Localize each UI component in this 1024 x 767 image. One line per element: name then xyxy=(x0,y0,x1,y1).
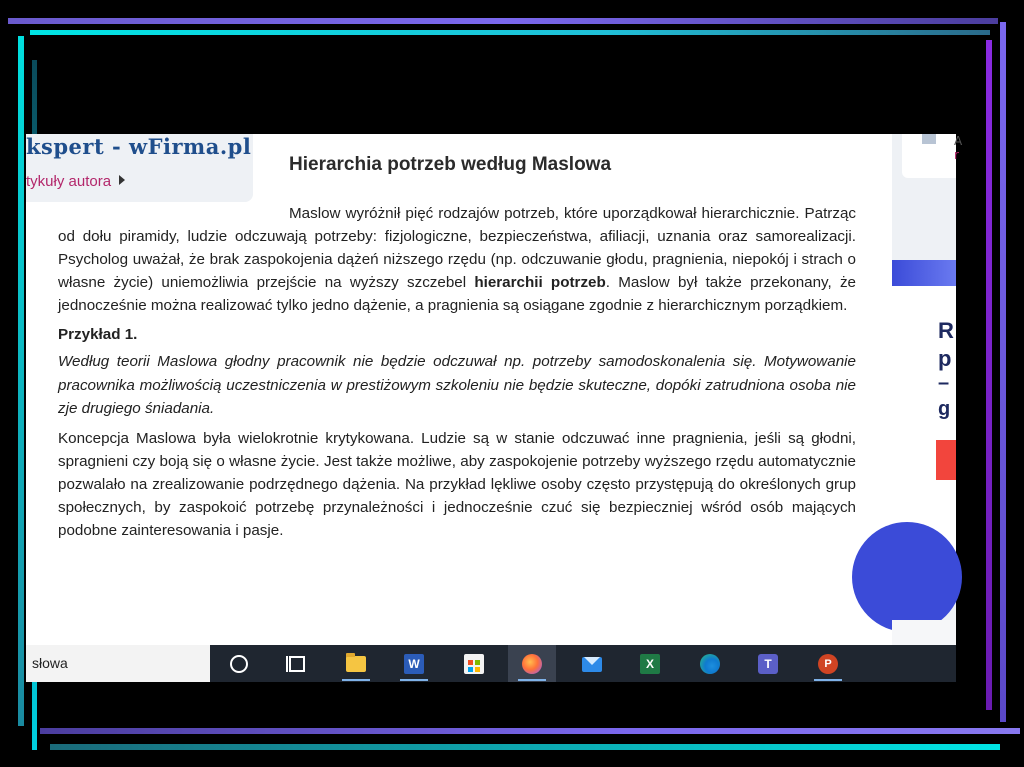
paragraph-criticism: Koncepcja Maslowa była wielokrotnie krytykowana. Ludzie są w stanie odczuwać inne pragnienia, jeśli są głodni, spragnieni czy boją się o własne życie. Jest także możliwe, aby zaspokojenie potrzeby wyższego rzędu automatycznie pozwalało na zrealizowanie podrzędnego dążenia. Na przykład lękliwe osoby często przystępują do określonych grup społecznych, by zaspokoić potrzebę przynależności i jednocześnie czuć się bezpieczniej wśród osób mających podobne zainteresowania i pasje. xyxy=(58,429,856,540)
word-icon: W xyxy=(404,654,424,674)
frame-stripe-right-outer xyxy=(1000,22,1006,722)
file-explorer-icon xyxy=(346,656,366,672)
powerpoint-button[interactable] xyxy=(804,645,852,682)
file-explorer-button[interactable] xyxy=(332,645,380,682)
excel-icon: X xyxy=(640,654,660,674)
ad-text-line-1: R xyxy=(938,318,954,343)
ad-text-line-4: g xyxy=(938,398,951,420)
paragraph-intro-text: Maslow wyróżnił pięć rodzajów potrzeb, które uporządkował hierarchicznie. Patrząc od dołu piramidy, ludzie odczuwają potrzeby: fizjologiczne, bezpieczeństwa, afiliacji, uznania oraz samorealizacji. Psycholog uważał, że brak zaspokojenia dążeń niższego rzędu (np. odczuwanie głodu, pragnienia, niepokój i strach o własne życie) uniemożliwia przejście na wyższy szczebel xyxy=(58,205,856,292)
ad-cta-button[interactable] xyxy=(936,440,956,480)
firefox-icon xyxy=(522,654,542,674)
task-view-icon xyxy=(289,656,305,672)
frame-stripe-top-outer xyxy=(8,18,998,24)
example-text: Według teorii Maslowa głodny pracownik nie będzie odczuwał np. potrzeby samodoskonalenia się. Motywowanie pracownika możliwością uczestniczenia w prestiżowym szkoleniu nie będzie skuteczne, dopóki zatrudniona osoba nie zje drugiego śniadania. xyxy=(58,353,856,417)
mail-button[interactable] xyxy=(568,645,616,682)
word-button[interactable] xyxy=(390,645,438,682)
cortana-button[interactable] xyxy=(214,645,262,682)
paragraph-intro xyxy=(58,202,856,317)
ad-text-line-3: – xyxy=(938,372,950,394)
sidebar-card-title: A xyxy=(954,134,963,148)
frame-stripe-bottom-outer xyxy=(50,744,1000,750)
mail-icon xyxy=(582,657,602,672)
ad-text-line-2: p xyxy=(938,346,952,371)
author-name[interactable]: kspert - wFirma.pl xyxy=(26,134,252,159)
author-articles-label: tykuły autora xyxy=(26,173,112,190)
ad-decoration xyxy=(852,522,962,632)
frame-stripe-top-inner xyxy=(30,30,990,35)
store-icon xyxy=(464,654,484,674)
cortana-icon xyxy=(230,655,248,673)
example-heading: Przykład 1. xyxy=(58,326,138,344)
teams-button[interactable] xyxy=(744,645,792,682)
sidebar-card[interactable] xyxy=(902,134,963,178)
store-button[interactable] xyxy=(450,645,498,682)
right-sidebar xyxy=(892,134,963,682)
sidebar-card-link[interactable]: r xyxy=(954,148,959,162)
taskbar-search-box[interactable]: słowa xyxy=(26,645,210,682)
firefox-button[interactable] xyxy=(508,645,556,682)
frame-stripe-left-outer xyxy=(18,36,24,726)
checkbox-icon xyxy=(922,134,936,144)
teams-icon: T xyxy=(758,654,778,674)
hierarchy-link[interactable]: hierarchii potrzeb xyxy=(474,274,606,292)
excel-button[interactable] xyxy=(626,645,674,682)
frame-stripe-right-inner xyxy=(986,40,992,710)
article-heading: Hierarchia potrzeb według Maslowa xyxy=(289,154,612,175)
browser-screenshot xyxy=(26,134,963,682)
article-body xyxy=(58,154,856,542)
edge-icon xyxy=(700,654,720,674)
ad-banner[interactable] xyxy=(892,260,956,590)
windows-taskbar xyxy=(26,645,956,682)
task-view-button[interactable] xyxy=(272,645,320,682)
paragraph-intro-text-end: . Maslow był także przekonany, że jednocześnie można realizować tylko jedno dążenie, a pragnienia są osiągane zgodnie z hierarchicznym porządkiem. xyxy=(58,274,856,315)
frame-stripe-bottom-inner xyxy=(40,728,1020,734)
edge-button[interactable] xyxy=(686,645,734,682)
ad-banner-band xyxy=(892,260,956,286)
powerpoint-icon: P xyxy=(818,654,838,674)
